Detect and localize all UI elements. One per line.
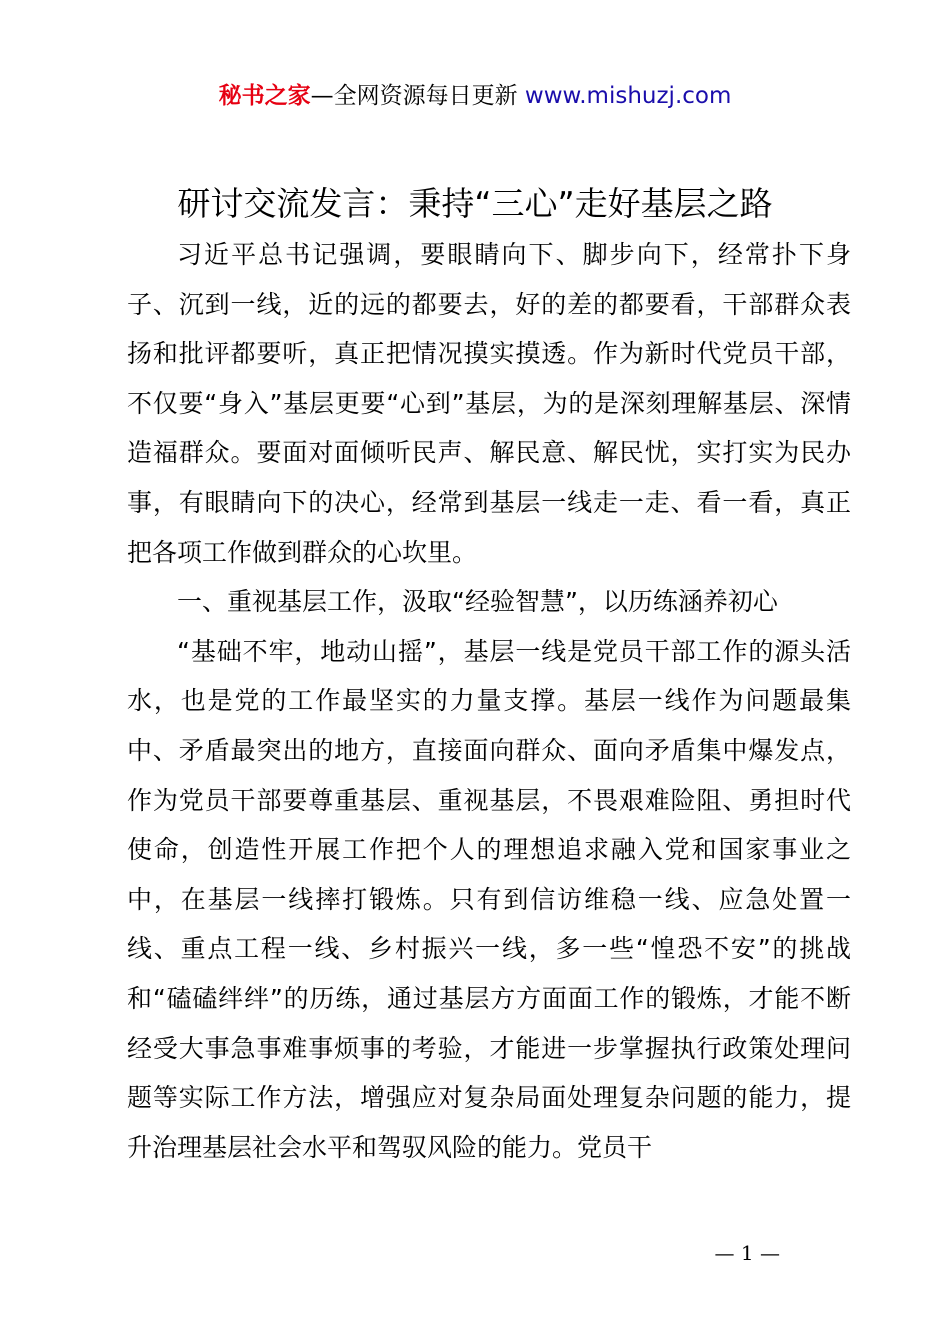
section-1-paragraph: “基础不牢，地动山摇”，基层一线是党员干部工作的源头活水，也是党的工作最坚实的力量支撑。基层一线作为问题最集中、矛盾最突出的地方，直接面向群众、面向矛盾集中爆发点，作为党员干部要尊重基层、重视基层，不畏艰难险阻、勇担时代使命，创造性开展工作把个人的理想追求融入党和国家事业之中，在基层一线摔打锻炼。只有到信访维稳一线、应急处置一线、重点工程一线、乡村振兴一线，多一些“惶恐不安”的挑战和“磕磕绊绊”的历练，通过基层方方面面工作的锻炼，才能不断经受大事急事难事烦事的考验，才能进一步掌握执行政策处理问题等实际工作方法，增强应对复杂局面处理复杂问题的能力，提升治理基层社会水平和驾驭风险的能力。党员干 — [127, 636, 851, 1162]
site-url-link[interactable]: www.mishuzj.com — [524, 83, 732, 109]
site-brand: 秘书之家 — [218, 83, 311, 109]
intro-paragraph: 习近平总书记强调，要眼睛向下、脚步向下，经常扑下身子、沉到一线，近的远的都要去，好的差的都要看，干部群众表扬和批评都要听，真正把情况摸实摸透。作为新时代党员干部，不仅要“身入”基层更要“心到”基层，为的是深刻理解基层、深情造福群众。要面对面倾听民声、解民意、解民忧，实打实为民办事，有眼睛向下的决心，经常到基层一线走一走、看一看，真正把各项工作做到群众的心坎里。 — [127, 240, 851, 567]
site-tagline: —全网资源每日更新 — [310, 83, 525, 109]
page-number: — 1 — — [714, 1241, 780, 1265]
site-header — [0, 80, 950, 112]
document-title: 研讨交流发言：秉持“三心”走好基层之路 — [177, 184, 773, 223]
section-heading-1: 一、重视基层工作，汲取“经验智慧”，以历练涵养初心 — [177, 587, 778, 617]
document-body — [127, 230, 851, 1172]
